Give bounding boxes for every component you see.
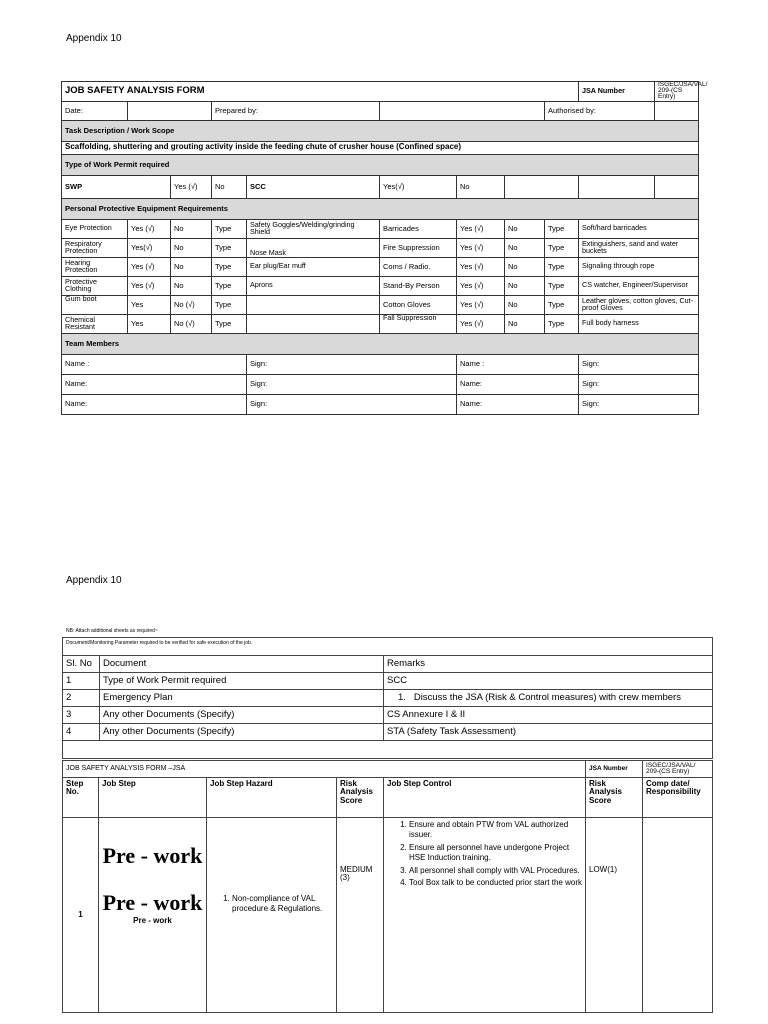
ppe-type-label: Type [212, 238, 247, 257]
ppe-type-label: Type [212, 314, 247, 333]
date-label: Date: [62, 101, 128, 120]
permit-blank-2 [579, 175, 655, 198]
team-sign-field[interactable]: Sign: [579, 354, 699, 374]
ppe-type-label: Type [545, 295, 579, 314]
doc-row-no: 4 [63, 724, 100, 741]
col-header-risk-score-after: Risk Analysis Score [586, 778, 643, 818]
ppe-item: Coms / Radio. [380, 257, 457, 276]
ppe-type-value: Nose Mask [247, 238, 380, 257]
ppe-type-label: Type [545, 257, 579, 276]
team-sign-field[interactable]: Sign: [247, 354, 457, 374]
document-table [62, 637, 713, 759]
control-item: 2. Ensure all personnel have undergone Project HSE Induction training. [409, 843, 582, 864]
col-header-job-step-hazard: Job Step Hazard [207, 778, 337, 818]
ppe-no[interactable]: No [171, 257, 212, 276]
col-header-remarks: Remarks [384, 656, 713, 673]
ppe-yes[interactable]: Yes (√) [128, 276, 171, 295]
ppe-no[interactable]: No [171, 276, 212, 295]
ppe-yes[interactable]: Yes (√) [128, 257, 171, 276]
jsa-table [62, 760, 713, 1013]
team-name-field[interactable]: Name: [62, 374, 247, 394]
ppe-item: Fall Suppression [380, 314, 457, 333]
ppe-yes[interactable]: Yes (√) [457, 276, 505, 295]
ppe-yes[interactable]: Yes(√) [128, 238, 171, 257]
ppe-item: Hearing Protection [62, 257, 128, 276]
ppe-no[interactable]: No [171, 238, 212, 257]
ppe-no[interactable]: No [505, 238, 545, 257]
swp-yes[interactable]: Yes (√) [171, 175, 212, 198]
doc-row-document: Emergency Plan [100, 690, 384, 707]
ppe-item: Stand-By Person [380, 276, 457, 295]
ppe-item: Respiratory Protection [62, 238, 128, 257]
job-step-cell [99, 818, 207, 1013]
doc-row-remark: SCC [384, 673, 713, 690]
ppe-no[interactable]: No [505, 314, 545, 333]
doc-param-note: Document/Monitoring Parameter required to be verified for safe execution of the job. [66, 640, 253, 646]
doc-row-document: Any other Documents (Specify) [100, 707, 384, 724]
ppe-type-value: Ear plug/Ear muff [247, 257, 380, 276]
work-permit-header: Type of Work Permit required [62, 154, 699, 175]
ppe-item: Protective Clothing [62, 276, 128, 295]
doc-row-remark: STA (Safety Task Assessment) [384, 724, 713, 741]
swp-no[interactable]: No [212, 175, 247, 198]
appendix-label-bottom: Appendix 10 [66, 575, 122, 586]
doc-row-remark: CS Annexure I & II [384, 707, 713, 724]
ppe-type-label: Type [212, 295, 247, 314]
ppe-yes[interactable]: Yes (√) [128, 219, 171, 238]
step-number: 1 [63, 818, 99, 1013]
col-header-step-no: Step No. [63, 778, 99, 818]
ppe-type-label: Type [212, 219, 247, 238]
ppe-item: Chemical Resistant [62, 314, 128, 333]
ppe-type-label: Type [545, 238, 579, 257]
ppe-type-label: Type [545, 314, 579, 333]
ppe-type-value: Signaling through rope [579, 257, 699, 276]
jsa-form-title: JOB SAFETY ANALYSIS FORM –JSA [63, 761, 586, 778]
ppe-no[interactable]: No (√) [171, 295, 212, 314]
task-description-value: Scaffolding, shuttering and grouting activity inside the feeding chute of crusher house (Confined space) [62, 141, 699, 154]
ppe-item: Barricades [380, 219, 457, 238]
team-members-header: Team Members [62, 333, 699, 354]
ppe-header: Personal Protective Equipment Requirements [62, 198, 699, 219]
job-step-heading: Pre - work [102, 843, 203, 868]
ppe-no[interactable]: No [505, 257, 545, 276]
ppe-type-value: Extinguishers, sand and water buckets [579, 238, 699, 257]
ppe-item: Cotton Gloves [380, 295, 457, 314]
team-name-field[interactable]: Name: [457, 394, 579, 414]
nb-note: NB: Attach additional sheets as required~ [66, 628, 158, 634]
ppe-type-value: Soft/hard barricades [579, 219, 699, 238]
ppe-type-value [247, 314, 380, 333]
ppe-type-value: Full body harness [579, 314, 699, 333]
ppe-no[interactable]: No [505, 276, 545, 295]
ppe-no[interactable]: No (√) [171, 314, 212, 333]
col-header-job-step: Job Step [99, 778, 207, 818]
form-title: JOB SAFETY ANALYSIS FORM [62, 82, 579, 102]
ppe-yes[interactable]: Yes (√) [457, 238, 505, 257]
swp-label: SWP [62, 175, 171, 198]
doc-row-remark: 1. Discuss the JSA (Risk & Control measures) with crew members [384, 690, 713, 707]
spacer-row [63, 741, 713, 759]
hazard-cell [207, 818, 337, 1013]
ppe-type-value: Safety Goggles/Welding/grinding Shield [247, 219, 380, 238]
ppe-yes[interactable]: Yes [128, 314, 171, 333]
team-sign-field[interactable]: Sign: [579, 394, 699, 414]
jsa-number-label: JSA Number [579, 82, 655, 102]
team-sign-field[interactable]: Sign: [579, 374, 699, 394]
ppe-item: Fire Suppression [380, 238, 457, 257]
ppe-type-value: Aprons [247, 276, 380, 295]
doc-row-no: 1 [63, 673, 100, 690]
ppe-no[interactable]: No [171, 219, 212, 238]
team-sign-field[interactable]: Sign: [247, 394, 457, 414]
ppe-yes[interactable]: Yes (√) [457, 257, 505, 276]
ppe-yes[interactable]: Yes (√) [457, 219, 505, 238]
scc-yes[interactable]: Yes(√) [380, 175, 457, 198]
appendix-label-top: Appendix 10 [66, 33, 122, 44]
prepared-by-label: Prepared by: [212, 101, 380, 120]
control-item: 4. Tool Box talk to be conducted prior start the work [409, 878, 582, 888]
col-header-document: Document [100, 656, 384, 673]
team-name-field[interactable]: Name : [457, 354, 579, 374]
ppe-no[interactable]: No [505, 219, 545, 238]
jsa-number-label: JSA Number [586, 761, 643, 778]
team-name-field[interactable]: Name : [62, 354, 247, 374]
col-header-comp-date: Comp date/ Responsibility [643, 778, 713, 818]
ppe-yes[interactable]: Yes (√) [457, 314, 505, 333]
authorised-by-field[interactable] [655, 101, 699, 120]
ppe-type-value: Leather gloves, cotton gloves, Cut-proof Gloves [579, 295, 699, 314]
doc-row-document: Type of Work Permit required [100, 673, 384, 690]
doc-row-no: 3 [63, 707, 100, 724]
ppe-type-label: Type [545, 219, 579, 238]
team-sign-field[interactable]: Sign: [247, 374, 457, 394]
col-header-sl-no: Sl. No [63, 656, 100, 673]
ppe-type-value [247, 295, 380, 314]
authorised-by-label: Authorised by: [545, 101, 655, 120]
ppe-no[interactable]: No [505, 295, 545, 314]
permit-blank-1 [505, 175, 579, 198]
permit-blank-3 [655, 175, 699, 198]
controls-cell [384, 818, 586, 1013]
doc-row-no: 2 [63, 690, 100, 707]
ppe-item: Eye Protection [62, 219, 128, 238]
col-header-risk-score: Risk Analysis Score [337, 778, 384, 818]
team-name-field[interactable]: Name: [62, 394, 247, 414]
scc-no[interactable]: No [457, 175, 505, 198]
ppe-yes[interactable]: Yes (√) [457, 295, 505, 314]
risk-score-after: LOW(1) [586, 818, 643, 1013]
control-item: 1. Ensure and obtain PTW from VAL authorized issuer. [409, 820, 582, 841]
doc-row-document: Any other Documents (Specify) [100, 724, 384, 741]
ppe-item: Gum boot [62, 295, 128, 314]
ppe-type-value: CS watcher, Engineer/Supervisor [579, 276, 699, 295]
jsa-number-value: ISGEC/JSA/VAL/ 209-(CS Entry) [643, 761, 713, 778]
prepared-by-field[interactable] [380, 101, 545, 120]
job-step-subtitle: Pre - work [133, 916, 172, 926]
team-name-field[interactable]: Name: [457, 374, 579, 394]
task-description-header: Task Description / Work Scope [62, 120, 699, 141]
jsa-number-value: ISGEC/JSA/VAL/ 209-(CS Entry) [655, 82, 699, 102]
risk-score-before: MEDIUM (3) [337, 818, 384, 1013]
ppe-type-label: Type [212, 276, 247, 295]
control-item: 3. All personnel shall comply with VAL Procedures. [409, 866, 582, 876]
scc-label: SCC [247, 175, 380, 198]
date-field[interactable] [128, 101, 212, 120]
comp-date-cell [643, 818, 713, 1013]
ppe-type-label: Type [212, 257, 247, 276]
job-step-heading: Pre - work [102, 889, 203, 915]
job-safety-analysis-form [61, 81, 708, 415]
hazard-item: 1. Non-compliance of VAL procedure & Regulations. [232, 894, 333, 915]
ppe-type-label: Type [545, 276, 579, 295]
ppe-yes[interactable]: Yes [128, 295, 171, 314]
col-header-job-step-control: Job Step Control [384, 778, 586, 818]
